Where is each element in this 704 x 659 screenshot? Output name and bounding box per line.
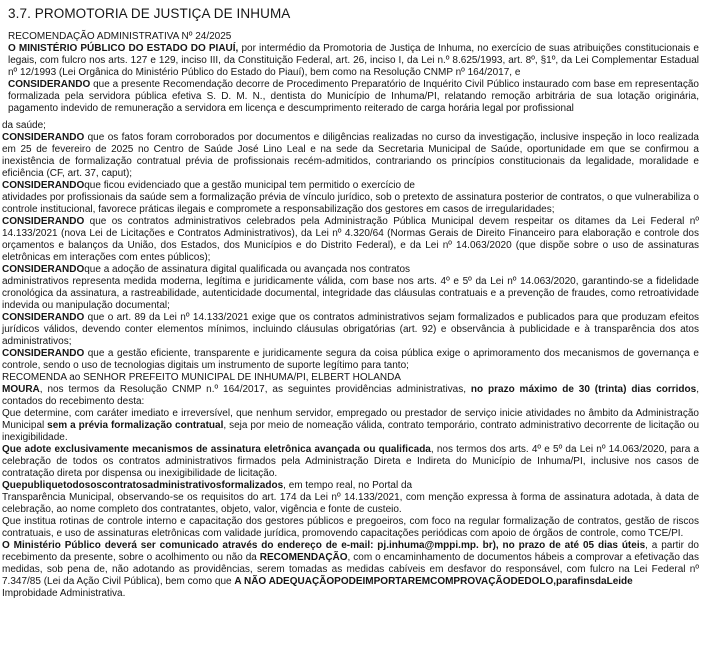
text-run: , a partir do recebimento da presente, sobre o acolhimento ou não da [2, 540, 699, 563]
text-run: Improbidade Administrativa. [2, 588, 126, 599]
paragraph [2, 312, 699, 348]
bold-text-run: CONSIDERANDO [2, 348, 85, 359]
text-run: Que institua rotinas de controle interno e capacitação dos gestores públicos e pregoeiros, com foco na regular formalização de contratos, gestão de riscos contratuais, e uso de assinaturas eletrônicas com validade jurídica, promovendo capacitações periódicas com apoio de órgãos de controle, como TCE/PI. [2, 516, 699, 539]
paragraph [2, 480, 699, 516]
text-run: , em tempo real, no Portal da [283, 480, 413, 491]
text-run: , contados do recebimento desta: [2, 384, 699, 407]
text-run: Que determine, com caráter imediato e irreversível, que nenhum servidor, empregado ou prestador de serviço inicie atividades no âmbito da Administração Municipal [2, 408, 699, 431]
bold-text-run: CONSIDERANDO [2, 180, 85, 191]
paragraph [2, 132, 699, 180]
page-title: 3.7. PROMOTORIA DE JUSTIÇA DE INHUMA [8, 6, 291, 21]
bold-text-run: MOURA [2, 384, 40, 395]
text-run: , seja por meio de nomeação válida, contrato temporário, contrato administrativo decorrente de licitação ou inexigibilidade. [2, 420, 700, 443]
paragraph [8, 31, 699, 43]
paragraph [2, 180, 699, 216]
text-run: que a presente Recomendação decorre de Procedimento Preparatório de Inquérito Civil Público instaurado com base em representação formalizada pela servidora pública efetiva S. D. M. N., dentista do Município de Inhuma/PI, relatando remoção arbitrária de sua lotação originária, pagamento indevido de remuneração a servidora em licença e descumprimento reiterado de carga horária legal por profissional [8, 79, 699, 114]
text-run: que ficou evidenciado que a gestão municipal tem permitido o exercício de [84, 180, 415, 191]
bold-text-run: CONSIDERANDO [2, 216, 85, 227]
paragraph [8, 43, 699, 79]
paragraph [2, 264, 699, 312]
paragraph [2, 348, 699, 372]
text-run: que os contratos administrativos celebrados pela Administração Pública Municipal devem respeitar os ditames da Lei Federal nº 14.133/2021 (nova Lei de Licitações e Contratos Administrativos), da Lei nº 4.320/64 (Normas Gerais de Direito Financeiro para elaboração e controle dos orçamentos e balanços da União, dos Estados, dos Municípios e do Distrito Federal), e da Lei nº 14.063/2020 (que dispõe sobre o uso de assinaturas eletrônicas em interações com entes públicos); [2, 216, 699, 263]
paragraph [2, 444, 699, 480]
bold-text-run: CONSIDERANDO [2, 132, 85, 143]
bold-text-run: A NÃO ADEQUAÇÃOPODEIMPORTAREMCOMPROVAÇÃODEDOLO,parafinsdaLeide [234, 576, 633, 587]
paragraph [8, 79, 699, 115]
bold-text-run: RECOMENDAÇÃO [259, 552, 348, 563]
bold-text-run: Quepubliquetodososcontratosadministrativosformalizados [2, 480, 284, 491]
text-run: RECOMENDAÇÃO ADMINISTRATIVA Nº 24/2025 [8, 31, 232, 42]
bold-text-run: sem a prévia formalização contratual [47, 420, 224, 431]
text-run: que a adoção de assinatura digital qualificada ou avançada nos contratos [84, 264, 411, 275]
text-run: Transparência Municipal, observando-se os requisitos do art. 174 da Lei nº 14.133/2021, com menção expressa à forma de assinatura adotada, à data de celebração, ao nome completo dos contratantes, objeto, valor, vigência e fonte de custeio. [2, 492, 699, 515]
paragraph [2, 540, 699, 600]
text-run: por intermédio da Promotoria de Justiça de Inhuma, no exercício de suas atribuições constitucionais e legais, com fulcro nos arts. 127 e 129, inciso III, da Constituição Federal, art. 26, inciso I, da Lei n.º 8.625/1993, art. 8º, §1º, da Lei Complementar Estadual nº 12/1993 (Lei Orgânica do Ministério Público do Estado do Piauí), bem como na Resolução CNMP nº 164/2017, e [8, 43, 699, 78]
text-run: que a gestão eficiente, transparente e juridicamente segura da coisa pública exige o aprimoramento dos mecanismos de governança e controle, sendo o uso de tecnologias digitais um instrumento de suporte legítimo para tanto; [2, 348, 699, 371]
paragraph [2, 516, 699, 540]
text-run: da saúde; [2, 120, 46, 131]
paragraph [2, 120, 699, 132]
paragraph [2, 372, 699, 408]
paragraph [2, 216, 699, 264]
paragraph [2, 408, 699, 444]
text-run: que o art. 89 da Lei nº 14.133/2021 exige que os contratos administrativos sejam formalizados e publicados para que produzam efeitos jurídicos válidos, devendo conter elementos mínimos, incluindo cláusulas obrigatórias (art. 92) e observância à publicidade e à transparência dos atos administrativos; [2, 312, 699, 347]
bold-text-run: O MINISTÉRIO PÚBLICO DO ESTADO DO PIAUÍ, [8, 43, 239, 54]
bold-text-run: no prazo máximo de 30 (trinta) dias corridos [470, 384, 697, 395]
text-run: atividades por profissionais da saúde sem a formalização prévia de vínculo jurídico, sob o pretexto de assinatura posterior de contratos, o que vulnerabiliza o controle institucional, favorece práticas ilegais e compromete a responsabilização dos gestores em casos de irregularidades; [2, 192, 699, 215]
text-run: RECOMENDA ao SENHOR PREFEITO MUNICIPAL DE INHUMA/PI, ELBERT HOLANDA [2, 372, 401, 383]
text-run: , nos termos dos arts. 4º e 5º da Lei nº 14.063/2020, para a celebração de todos os contratos administrativos firmados pela Administração Direta e Indireta do Município de Inhuma/PI, inclusive nos casos de contratação direta por dispensa ou inexigibilidade de licitação. [2, 444, 699, 479]
document-header-block [8, 31, 699, 115]
bold-text-run: CONSIDERANDO [2, 312, 85, 323]
text-run: , nos termos da Resolução CNMP n.º 164/2017, as seguintes providências administrativas, [39, 384, 471, 395]
bold-text-run: CONSIDERANDO [2, 264, 85, 275]
bold-text-run: O Ministério Público deverá ser comunicado através do endereço de e-mail: pj.inhuma@mppi.mp. br), no prazo de até 05 dias úteis [2, 540, 646, 551]
bold-text-run: CONSIDERANDO [8, 79, 91, 90]
bold-text-run: Que adote exclusivamente mecanismos de assinatura eletrônica avançada ou qualificada [2, 444, 431, 455]
text-run: que os fatos foram corroborados por documentos e diligências realizadas no curso da investigação, inclusive inspeção in loco realizada em 25 de fevereiro de 2025 no Centro de Saúde José Lino Leal e na sede da Secretaria Municipal de Saúde, oportunidade em que se confirmou a inexistência de formalização contratual prévia de profissionais recém-admitidos, contrariando os princípios constitucionais da legalidade, moralidade e eficiência (CF, art. 37, caput); [2, 132, 699, 179]
text-run: administrativos representa medida moderna, legítima e juridicamente válida, com base nos arts. 4º e 5º da Lei nº 14.063/2020, garantindo-se a fidelidade cronológica da assinatura, a rastreabilidade, autenticidade documental, integridade das cláusulas contratuais e a prevenção de fraudes, como retroatividade indevida ou manipulação documental; [2, 276, 699, 311]
document-body-block [2, 120, 699, 600]
text-run: , com o encaminhamento de documentos hábeis a comprovar a efetivação das medidas, sob pena de, não adotando as providências, serem tomadas as medidas cabíveis em desfavor do responsável, com fulcro na Lei Federal nº 7.347/85 (Lei da Ação Civil Pública), bem como que [2, 552, 699, 587]
